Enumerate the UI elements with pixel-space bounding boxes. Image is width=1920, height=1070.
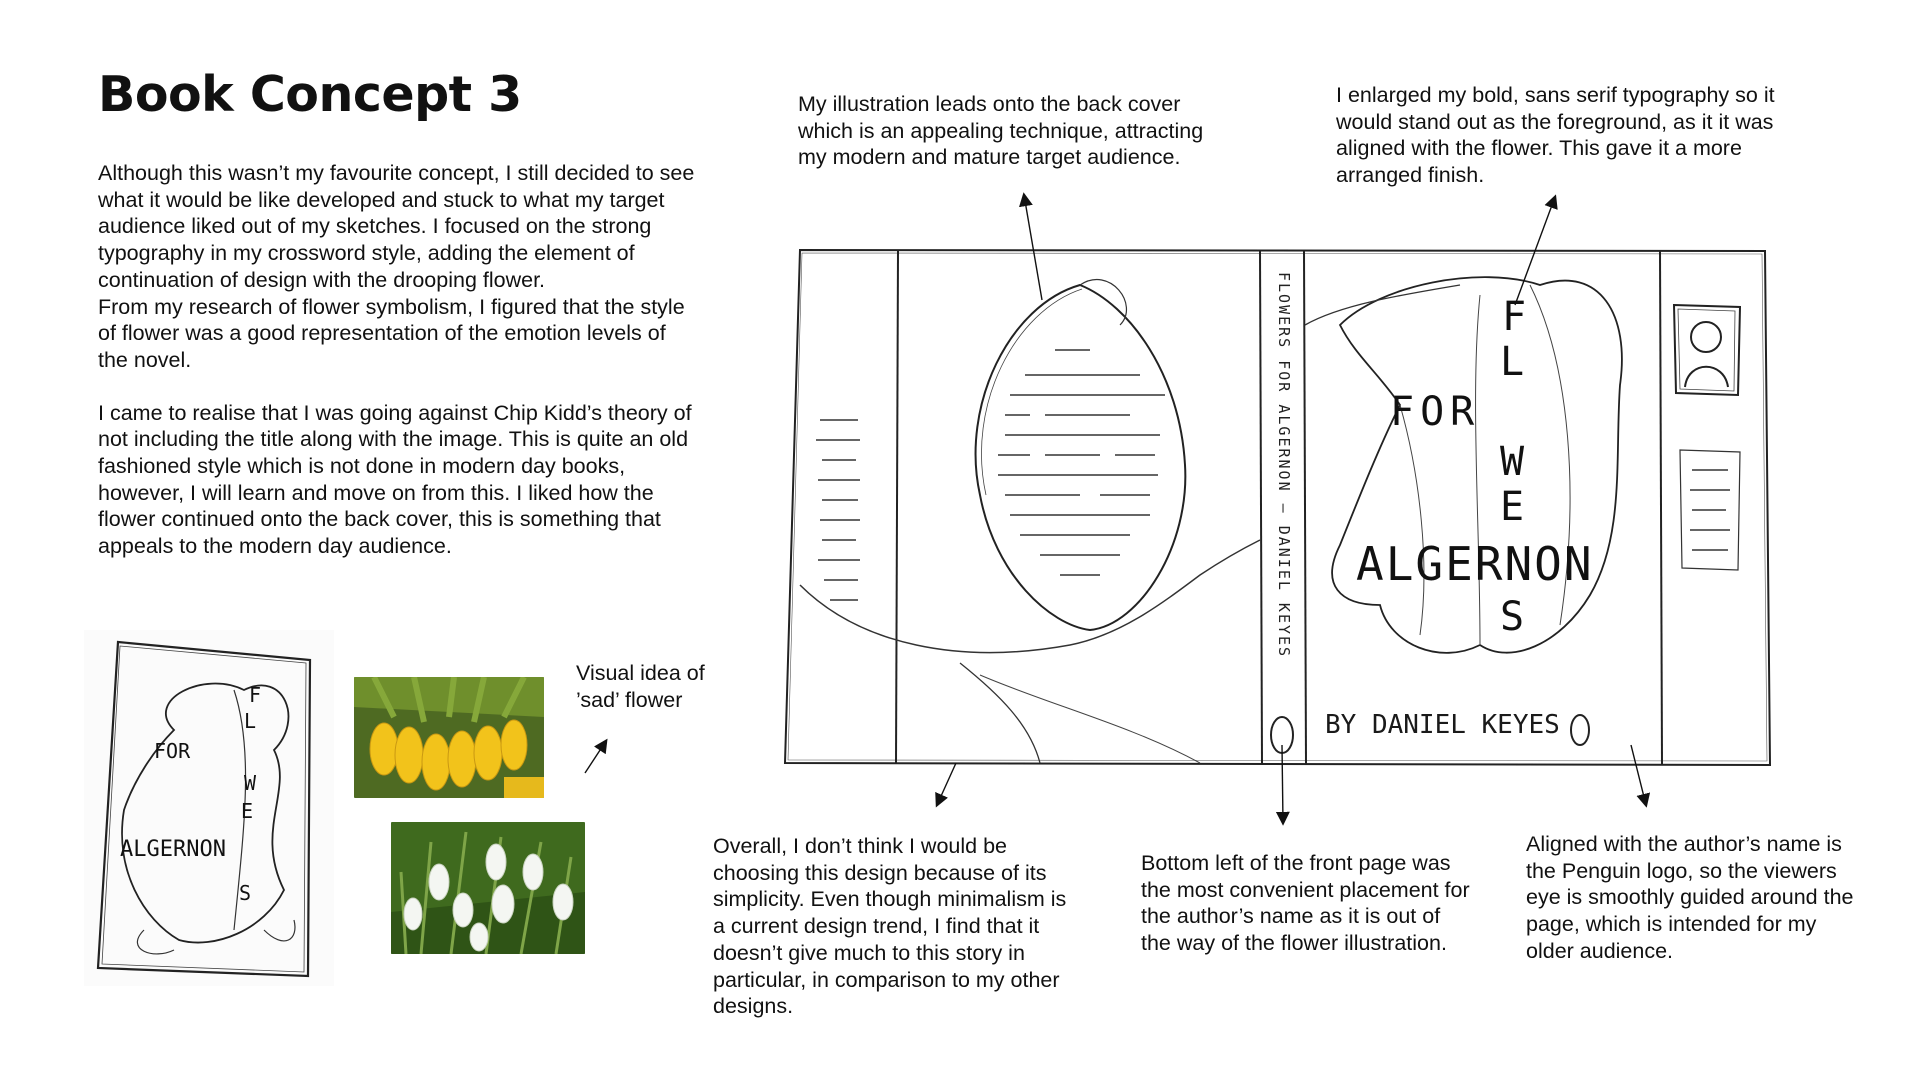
spine-title: FLOWERS FOR ALGERNON – DANIEL KEYES bbox=[1275, 272, 1293, 659]
title-letter-w: W bbox=[1500, 439, 1525, 485]
thumb-for: FOR bbox=[154, 739, 191, 763]
snowdrop-photo bbox=[391, 822, 585, 954]
title-for: FOR bbox=[1390, 389, 1481, 435]
thumb-letter-w: W bbox=[244, 771, 257, 795]
note-logo: Aligned with the author’s name is the Penguin logo, so the viewers eye is smoothly guided around the page, which is intended for my older audience. bbox=[1526, 832, 1854, 963]
note-author-placement: Bottom left of the front page was the most convenient placement for the author’s name as it is out of the way of the flower illustration. bbox=[1141, 851, 1470, 956]
thumb-letter-s: S bbox=[239, 881, 252, 905]
thumb-letter-e: E bbox=[241, 799, 254, 823]
paragraph-gap bbox=[98, 374, 698, 400]
thumb-letter-f: F bbox=[249, 683, 262, 707]
yellow-flower-photo bbox=[354, 677, 544, 798]
note-visual-idea: Visual idea of ’sad’ flower bbox=[576, 661, 705, 712]
title-letter-s: S bbox=[1500, 594, 1525, 640]
note-illustration: My illustration leads onto the back cover which is an appealing technique, attracting my modern and mature target audience. bbox=[798, 92, 1204, 170]
thumb-algernon: ALGERNON bbox=[120, 837, 226, 862]
thumbnail-sketch bbox=[84, 630, 334, 986]
title-letter-f: F bbox=[1502, 294, 1527, 340]
intro-paragraph-2: From my research of flower symbolism, I figured that the style of flower was a good representation of the emotion levels of the novel. bbox=[98, 294, 685, 372]
title-letter-e: E bbox=[1500, 484, 1525, 530]
intro-paragraph-3: I came to realise that I was going against Chip Kidd’s theory of not including the title along with the image. This is quite an old fashioned style which is not done in modern day books, however, I will learn and move on from this. I liked how the flower continued onto the back cover, this is something that appeals to the modern day audience. bbox=[98, 400, 692, 559]
front-cover-title bbox=[1330, 290, 1630, 670]
intro-paragraph-1: Although this wasn’t my favourite concept, I still decided to see what it would be like developed and stuck to what my target audience liked out of my sketches. I focused on the strong typography in my crossword style, adding the element of continuation of design with the drooping flower. bbox=[98, 161, 695, 292]
note-overall: Overall, I don’t think I would be choosing this design because of its simplicity. Even though minimalism is a current design trend, I find that it doesn’t give much to this story in particular, in comparison to my other designs. bbox=[713, 834, 1067, 1019]
note-typography: I enlarged my bold, sans serif typography so it would stand out as the foreground, as it it was aligned with the flower. This gave it a more arranged finish. bbox=[1336, 83, 1775, 188]
arrow-visual-idea bbox=[585, 741, 606, 773]
thumb-letter-l: L bbox=[244, 709, 257, 733]
title-algernon: ALGERNON bbox=[1356, 537, 1594, 591]
byline: BY DANIEL KEYES bbox=[1325, 710, 1560, 740]
page-title: Book Concept 3 bbox=[98, 66, 522, 123]
title-letter-l: L bbox=[1500, 339, 1525, 385]
intro-text bbox=[98, 160, 698, 560]
